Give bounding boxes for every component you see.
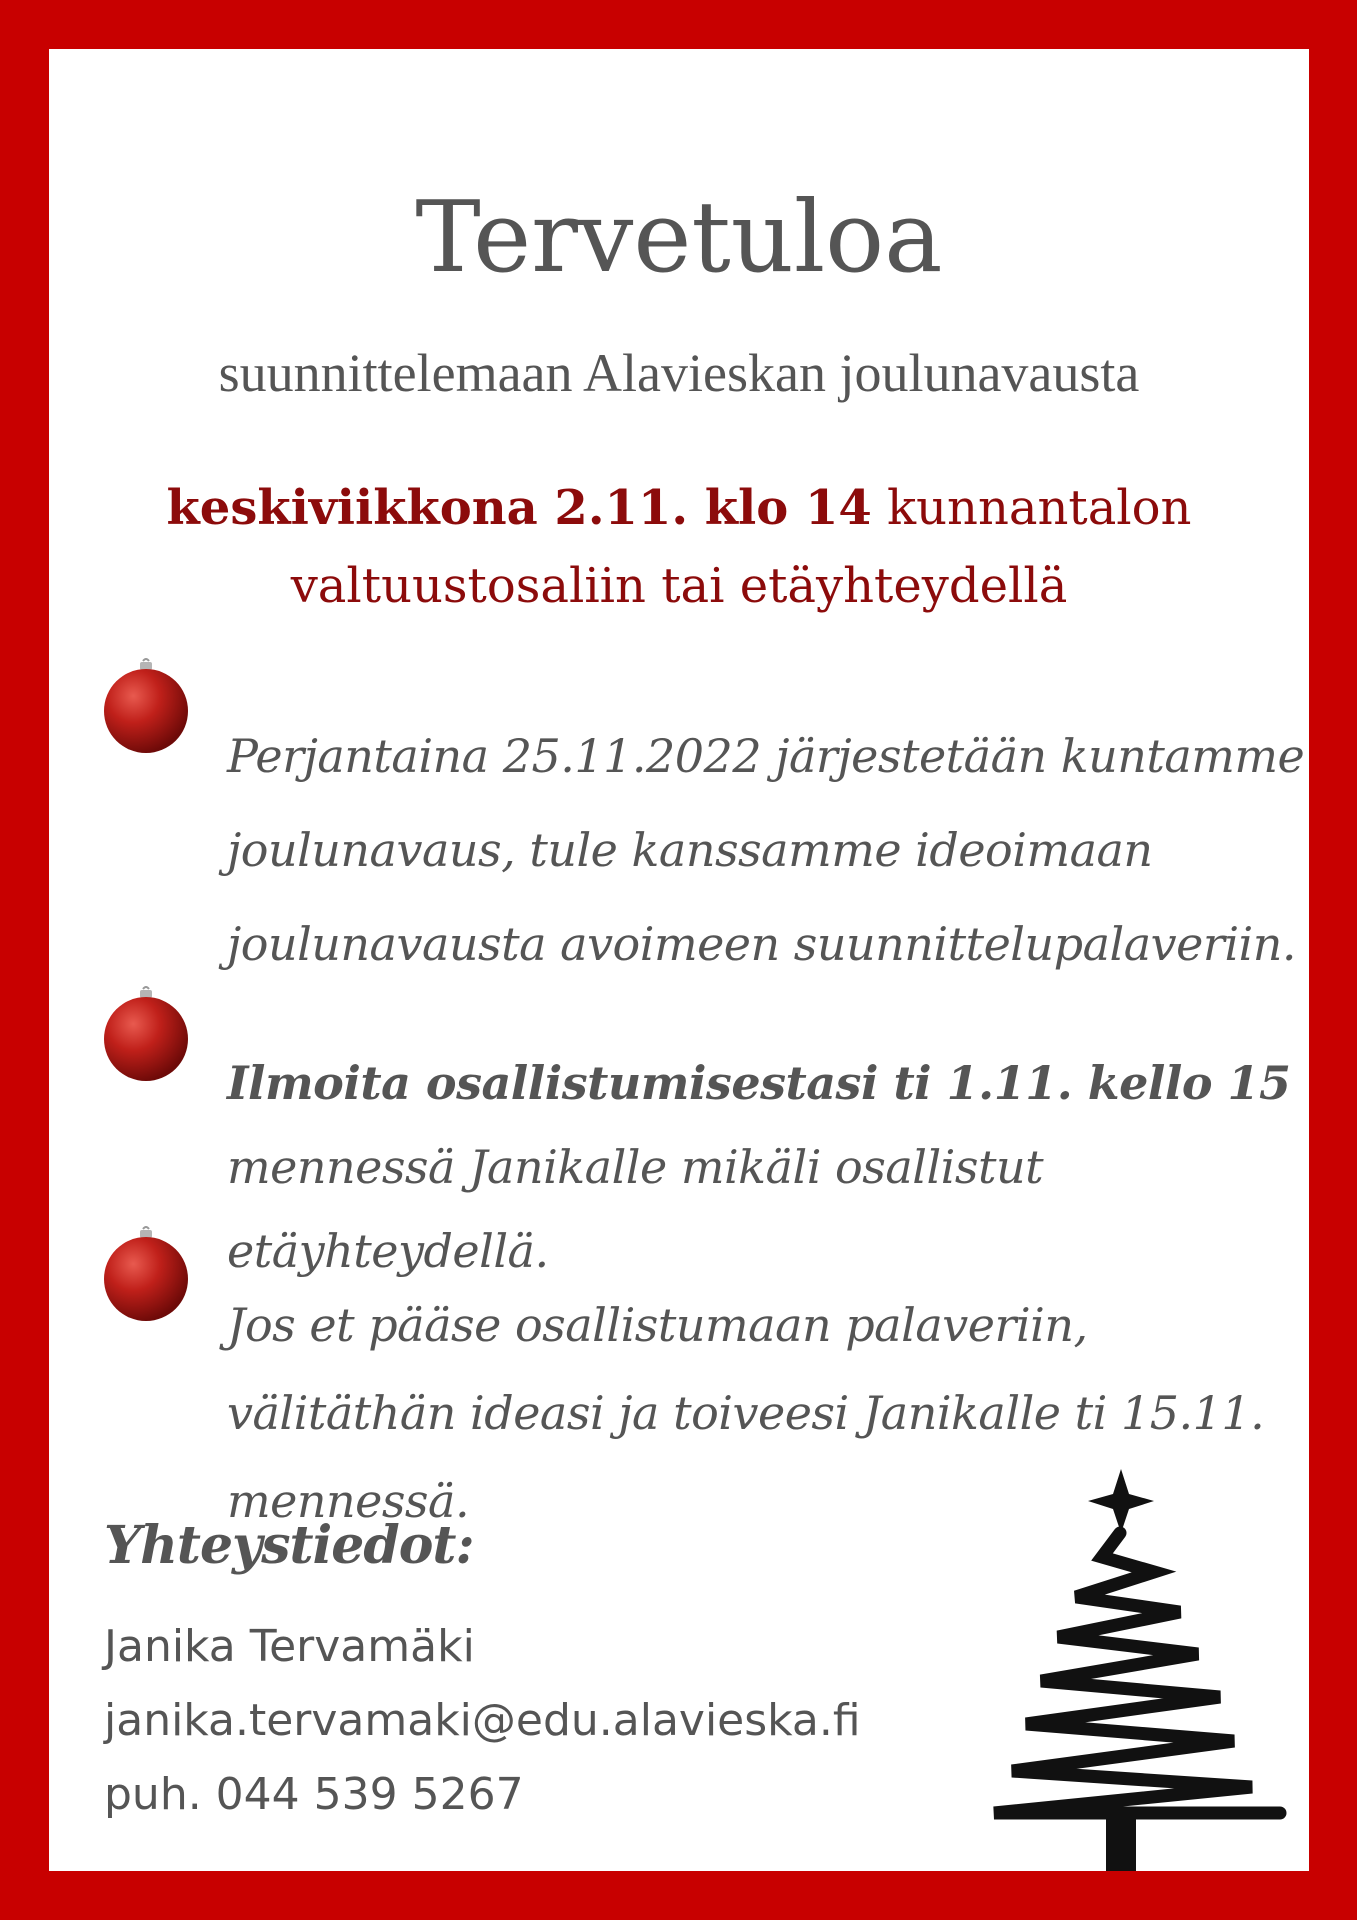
contact-email: janika.tervamaki@edu.alavieska.fi — [104, 1695, 861, 1746]
event-line-1 — [49, 469, 1309, 547]
event-location-part: kunnantalon — [871, 480, 1192, 536]
christmas-ornament-icon — [103, 1225, 189, 1321]
page-subtitle: suunnittelemaan Alavieskan joulunavausta — [218, 343, 1140, 403]
page-title: Tervetuloa — [415, 181, 943, 295]
flyer-card — [49, 49, 1309, 1871]
christmas-ornament-icon — [103, 985, 189, 1081]
bullet-2-rest: mennessä Janikalle mikäli osallistut etäyhteydellä. — [227, 1140, 1044, 1278]
christmas-ornament-icon — [103, 657, 189, 753]
event-date-time: keskiviikkona 2.11. klo 14 — [166, 480, 872, 536]
event-info — [49, 469, 1309, 625]
contact-name: Janika Tervamäki — [104, 1621, 475, 1672]
bullet-text-2 — [227, 1041, 1307, 1293]
event-line-2: valtuustosaliin tai etäyhteydellä — [290, 558, 1068, 614]
bullet-text-1: Perjantaina 25.11.2022 järjestetään kuntamme joulunavaus, tule kanssamme ideoimaan joulunavausta avoimeen suunnittelupalaveriin. — [227, 729, 1305, 971]
contact-phone: puh. 044 539 5267 — [104, 1769, 524, 1820]
bullet-2-bold: Ilmoita osallistumisestasi ti 1.11. kello 15 — [227, 1056, 1291, 1110]
bullet-text-3: Jos et pääse osallistumaan palaveriin, välitäthän ideasi ja toiveesi Janikalle ti 15.11. mennessä. — [227, 1298, 1265, 1528]
contact-heading: Yhteystiedot: — [104, 1515, 474, 1576]
christmas-tree-icon — [964, 1469, 1294, 1871]
